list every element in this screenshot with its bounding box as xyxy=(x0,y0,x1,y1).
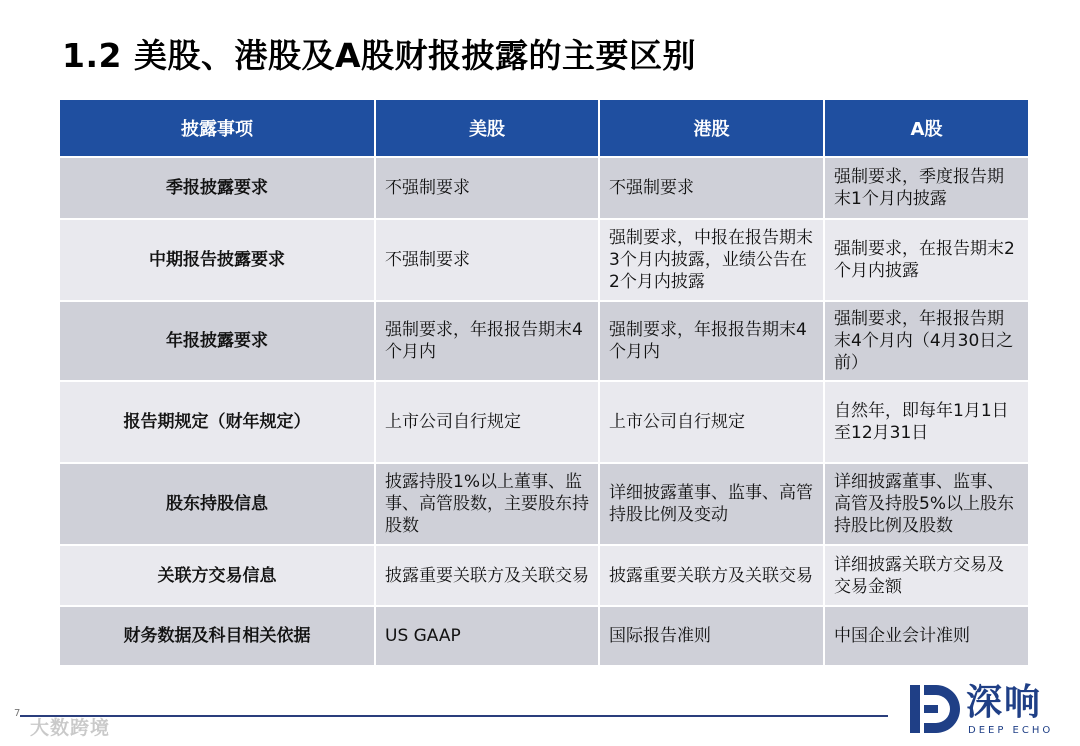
cell-us: US GAAP xyxy=(375,606,599,666)
cell-us: 披露重要关联方及关联交易 xyxy=(375,545,599,606)
cell-us: 不强制要求 xyxy=(375,157,599,219)
cell-hk: 披露重要关联方及关联交易 xyxy=(599,545,824,606)
row-label: 中期报告披露要求 xyxy=(60,219,375,301)
header-cell-item: 披露事项 xyxy=(60,100,375,157)
cell-us: 披露持股1%以上董事、监事、高管股数，主要股东持股数 xyxy=(375,463,599,545)
comparison-table xyxy=(60,100,1028,667)
table-row xyxy=(60,219,1028,301)
table-row xyxy=(60,301,1028,381)
header-cell-hk: 港股 xyxy=(599,100,824,157)
table-row xyxy=(60,381,1028,463)
cell-hk: 不强制要求 xyxy=(599,157,824,219)
table-row xyxy=(60,545,1028,606)
table-row xyxy=(60,606,1028,666)
row-label: 报告期规定（财年规定） xyxy=(60,381,375,463)
cell-a: 强制要求，季度报告期末1个月内披露 xyxy=(824,157,1028,219)
logo-chinese-text: 深响 xyxy=(966,682,1043,723)
table-header-row xyxy=(60,100,1028,157)
header-cell-us: 美股 xyxy=(375,100,599,157)
cell-hk: 强制要求，年报报告期末4个月内 xyxy=(599,301,824,381)
cell-hk: 详细披露董事、监事、高管持股比例及变动 xyxy=(599,463,824,545)
cell-hk: 强制要求，中报在报告期末3个月内披露，业绩公告在2个月内披露 xyxy=(599,219,824,301)
cell-a: 强制要求，在报告期末2个月内披露 xyxy=(824,219,1028,301)
header-cell-a: A股 xyxy=(824,100,1028,157)
row-label: 股东持股信息 xyxy=(60,463,375,545)
deep-echo-logo-icon xyxy=(906,681,962,737)
watermark-text: 大数跨境 xyxy=(30,717,111,739)
row-label: 季报披露要求 xyxy=(60,157,375,219)
footer-rule xyxy=(20,715,888,717)
cell-hk: 上市公司自行规定 xyxy=(599,381,824,463)
cell-a: 自然年，即每年1月1日至12月31日 xyxy=(824,381,1028,463)
cell-a: 中国企业会计准则 xyxy=(824,606,1028,666)
table-row xyxy=(60,463,1028,545)
page-title: 1.2 美股、港股及A股财报披露的主要区别 xyxy=(62,36,696,75)
cell-us: 不强制要求 xyxy=(375,219,599,301)
deep-echo-logo xyxy=(906,681,1066,741)
cell-a: 强制要求，年报报告期末4个月内（4月30日之前） xyxy=(824,301,1028,381)
table-row xyxy=(60,157,1028,219)
logo-english-text: DEEP ECHO xyxy=(968,725,1054,736)
page-number: 7 xyxy=(14,708,21,719)
cell-hk: 国际报告准则 xyxy=(599,606,824,666)
row-label: 年报披露要求 xyxy=(60,301,375,381)
cell-us: 强制要求，年报报告期末4个月内 xyxy=(375,301,599,381)
cell-a: 详细披露董事、监事、高管及持股5%以上股东持股比例及股数 xyxy=(824,463,1028,545)
cell-us: 上市公司自行规定 xyxy=(375,381,599,463)
row-label: 关联方交易信息 xyxy=(60,545,375,606)
row-label: 财务数据及科目相关依据 xyxy=(60,606,375,666)
cell-a: 详细披露关联方交易及交易金额 xyxy=(824,545,1028,606)
